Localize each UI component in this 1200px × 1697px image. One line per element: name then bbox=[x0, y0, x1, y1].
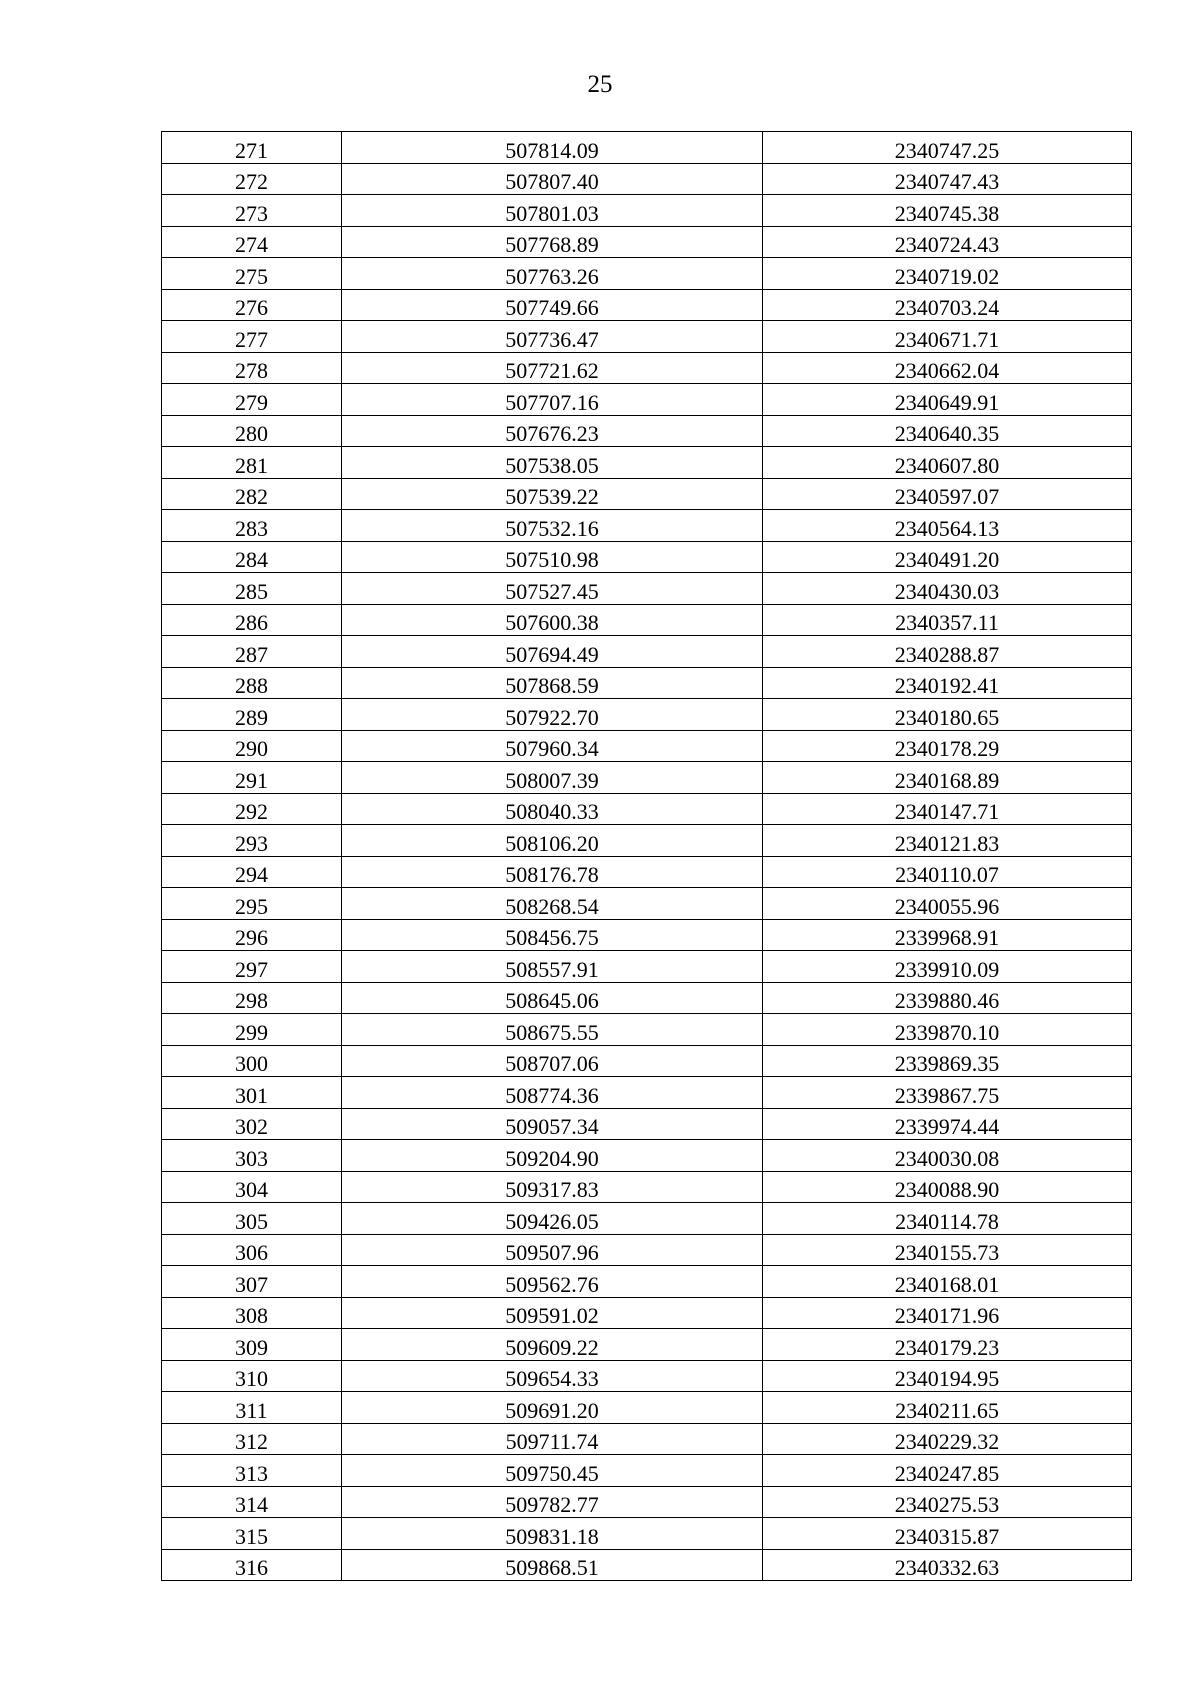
page-number: 25 bbox=[587, 71, 613, 98]
y-coordinate-cell: 2340179.23 bbox=[763, 1329, 1132, 1361]
table-row bbox=[162, 1140, 1132, 1172]
y-coordinate-cell: 2340275.53 bbox=[763, 1486, 1132, 1518]
table-row bbox=[162, 1203, 1132, 1235]
table-row bbox=[162, 856, 1132, 888]
y-coordinate-cell: 2340114.78 bbox=[763, 1203, 1132, 1235]
point-number-cell: 300 bbox=[162, 1045, 342, 1077]
table-row bbox=[162, 730, 1132, 762]
table-row bbox=[162, 951, 1132, 983]
coordinates-table-body bbox=[162, 132, 1132, 1581]
y-coordinate-cell: 2340110.07 bbox=[763, 856, 1132, 888]
point-number-cell: 288 bbox=[162, 667, 342, 699]
y-coordinate-cell: 2339968.91 bbox=[763, 919, 1132, 951]
point-number-cell: 282 bbox=[162, 478, 342, 510]
x-coordinate-cell: 509831.18 bbox=[342, 1518, 763, 1550]
y-coordinate-cell: 2339880.46 bbox=[763, 982, 1132, 1014]
y-coordinate-cell: 2340168.01 bbox=[763, 1266, 1132, 1298]
point-number-cell: 278 bbox=[162, 352, 342, 384]
y-coordinate-cell: 2339869.35 bbox=[763, 1045, 1132, 1077]
x-coordinate-cell: 509868.51 bbox=[342, 1549, 763, 1581]
x-coordinate-cell: 507763.26 bbox=[342, 258, 763, 290]
x-coordinate-cell: 508007.39 bbox=[342, 762, 763, 794]
table-row bbox=[162, 1234, 1132, 1266]
x-coordinate-cell: 507694.49 bbox=[342, 636, 763, 668]
x-coordinate-cell: 508774.36 bbox=[342, 1077, 763, 1109]
point-number-cell: 302 bbox=[162, 1108, 342, 1140]
x-coordinate-cell: 509317.83 bbox=[342, 1171, 763, 1203]
table-row bbox=[162, 1486, 1132, 1518]
x-coordinate-cell: 508176.78 bbox=[342, 856, 763, 888]
table-row bbox=[162, 1518, 1132, 1550]
point-number-cell: 308 bbox=[162, 1297, 342, 1329]
table-row bbox=[162, 541, 1132, 573]
x-coordinate-cell: 509691.20 bbox=[342, 1392, 763, 1424]
table-row bbox=[162, 1171, 1132, 1203]
table-row bbox=[162, 1077, 1132, 1109]
table-row bbox=[162, 604, 1132, 636]
table-row bbox=[162, 352, 1132, 384]
x-coordinate-cell: 508456.75 bbox=[342, 919, 763, 951]
table-row bbox=[162, 793, 1132, 825]
point-number-cell: 273 bbox=[162, 195, 342, 227]
point-number-cell: 304 bbox=[162, 1171, 342, 1203]
y-coordinate-cell: 2340168.89 bbox=[763, 762, 1132, 794]
x-coordinate-cell: 508557.91 bbox=[342, 951, 763, 983]
x-coordinate-cell: 507749.66 bbox=[342, 289, 763, 321]
y-coordinate-cell: 2340315.87 bbox=[763, 1518, 1132, 1550]
y-coordinate-cell: 2340640.35 bbox=[763, 415, 1132, 447]
y-coordinate-cell: 2340357.11 bbox=[763, 604, 1132, 636]
point-number-cell: 281 bbox=[162, 447, 342, 479]
table-row bbox=[162, 321, 1132, 353]
table-row bbox=[162, 1360, 1132, 1392]
point-number-cell: 294 bbox=[162, 856, 342, 888]
point-number-cell: 311 bbox=[162, 1392, 342, 1424]
x-coordinate-cell: 509057.34 bbox=[342, 1108, 763, 1140]
point-number-cell: 295 bbox=[162, 888, 342, 920]
table-row bbox=[162, 762, 1132, 794]
point-number-cell: 312 bbox=[162, 1423, 342, 1455]
table-row bbox=[162, 573, 1132, 605]
table-row bbox=[162, 510, 1132, 542]
x-coordinate-cell: 507736.47 bbox=[342, 321, 763, 353]
table-row bbox=[162, 919, 1132, 951]
point-number-cell: 280 bbox=[162, 415, 342, 447]
point-number-cell: 314 bbox=[162, 1486, 342, 1518]
y-coordinate-cell: 2340155.73 bbox=[763, 1234, 1132, 1266]
y-coordinate-cell: 2340180.65 bbox=[763, 699, 1132, 731]
point-number-cell: 271 bbox=[162, 132, 342, 164]
x-coordinate-cell: 507814.09 bbox=[342, 132, 763, 164]
y-coordinate-cell: 2340491.20 bbox=[763, 541, 1132, 573]
x-coordinate-cell: 507527.45 bbox=[342, 573, 763, 605]
y-coordinate-cell: 2340564.13 bbox=[763, 510, 1132, 542]
x-coordinate-cell: 507801.03 bbox=[342, 195, 763, 227]
table-row bbox=[162, 1549, 1132, 1581]
point-number-cell: 277 bbox=[162, 321, 342, 353]
point-number-cell: 313 bbox=[162, 1455, 342, 1487]
y-coordinate-cell: 2340055.96 bbox=[763, 888, 1132, 920]
x-coordinate-cell: 507922.70 bbox=[342, 699, 763, 731]
y-coordinate-cell: 2340229.32 bbox=[763, 1423, 1132, 1455]
y-coordinate-cell: 2340247.85 bbox=[763, 1455, 1132, 1487]
point-number-cell: 309 bbox=[162, 1329, 342, 1361]
point-number-cell: 316 bbox=[162, 1549, 342, 1581]
table-row bbox=[162, 195, 1132, 227]
x-coordinate-cell: 508268.54 bbox=[342, 888, 763, 920]
table-row bbox=[162, 447, 1132, 479]
table-row bbox=[162, 1455, 1132, 1487]
x-coordinate-cell: 508040.33 bbox=[342, 793, 763, 825]
x-coordinate-cell: 507532.16 bbox=[342, 510, 763, 542]
table-row bbox=[162, 1045, 1132, 1077]
y-coordinate-cell: 2340671.71 bbox=[763, 321, 1132, 353]
x-coordinate-cell: 507600.38 bbox=[342, 604, 763, 636]
table-row bbox=[162, 667, 1132, 699]
table-row bbox=[162, 258, 1132, 290]
x-coordinate-cell: 507510.98 bbox=[342, 541, 763, 573]
table-row bbox=[162, 1297, 1132, 1329]
y-coordinate-cell: 2340703.24 bbox=[763, 289, 1132, 321]
y-coordinate-cell: 2339910.09 bbox=[763, 951, 1132, 983]
table-row bbox=[162, 478, 1132, 510]
point-number-cell: 303 bbox=[162, 1140, 342, 1172]
table-row bbox=[162, 1108, 1132, 1140]
x-coordinate-cell: 509507.96 bbox=[342, 1234, 763, 1266]
y-coordinate-cell: 2340171.96 bbox=[763, 1297, 1132, 1329]
point-number-cell: 275 bbox=[162, 258, 342, 290]
point-number-cell: 307 bbox=[162, 1266, 342, 1298]
y-coordinate-cell: 2339974.44 bbox=[763, 1108, 1132, 1140]
point-number-cell: 301 bbox=[162, 1077, 342, 1109]
x-coordinate-cell: 508106.20 bbox=[342, 825, 763, 857]
y-coordinate-cell: 2340192.41 bbox=[763, 667, 1132, 699]
point-number-cell: 291 bbox=[162, 762, 342, 794]
x-coordinate-cell: 507960.34 bbox=[342, 730, 763, 762]
point-number-cell: 272 bbox=[162, 163, 342, 195]
x-coordinate-cell: 507538.05 bbox=[342, 447, 763, 479]
table-row bbox=[162, 289, 1132, 321]
x-coordinate-cell: 509562.76 bbox=[342, 1266, 763, 1298]
x-coordinate-cell: 509591.02 bbox=[342, 1297, 763, 1329]
table-row bbox=[162, 415, 1132, 447]
point-number-cell: 274 bbox=[162, 226, 342, 258]
point-number-cell: 279 bbox=[162, 384, 342, 416]
table-row bbox=[162, 1423, 1132, 1455]
y-coordinate-cell: 2340288.87 bbox=[763, 636, 1132, 668]
y-coordinate-cell: 2340430.03 bbox=[763, 573, 1132, 605]
point-number-cell: 315 bbox=[162, 1518, 342, 1550]
y-coordinate-cell: 2339870.10 bbox=[763, 1014, 1132, 1046]
table-row bbox=[162, 132, 1132, 164]
table-row bbox=[162, 1266, 1132, 1298]
y-coordinate-cell: 2340332.63 bbox=[763, 1549, 1132, 1581]
table-row bbox=[162, 636, 1132, 668]
y-coordinate-cell: 2340211.65 bbox=[763, 1392, 1132, 1424]
y-coordinate-cell: 2339867.75 bbox=[763, 1077, 1132, 1109]
y-coordinate-cell: 2340747.25 bbox=[763, 132, 1132, 164]
y-coordinate-cell: 2340607.80 bbox=[763, 447, 1132, 479]
point-number-cell: 297 bbox=[162, 951, 342, 983]
point-number-cell: 299 bbox=[162, 1014, 342, 1046]
x-coordinate-cell: 508675.55 bbox=[342, 1014, 763, 1046]
y-coordinate-cell: 2340649.91 bbox=[763, 384, 1132, 416]
point-number-cell: 305 bbox=[162, 1203, 342, 1235]
x-coordinate-cell: 507807.40 bbox=[342, 163, 763, 195]
point-number-cell: 293 bbox=[162, 825, 342, 857]
x-coordinate-cell: 508707.06 bbox=[342, 1045, 763, 1077]
table-row bbox=[162, 982, 1132, 1014]
point-number-cell: 284 bbox=[162, 541, 342, 573]
y-coordinate-cell: 2340030.08 bbox=[763, 1140, 1132, 1172]
x-coordinate-cell: 507676.23 bbox=[342, 415, 763, 447]
x-coordinate-cell: 507539.22 bbox=[342, 478, 763, 510]
y-coordinate-cell: 2340662.04 bbox=[763, 352, 1132, 384]
y-coordinate-cell: 2340719.02 bbox=[763, 258, 1132, 290]
point-number-cell: 306 bbox=[162, 1234, 342, 1266]
point-number-cell: 290 bbox=[162, 730, 342, 762]
table-row bbox=[162, 699, 1132, 731]
point-number-cell: 286 bbox=[162, 604, 342, 636]
point-number-cell: 310 bbox=[162, 1360, 342, 1392]
point-number-cell: 296 bbox=[162, 919, 342, 951]
y-coordinate-cell: 2340178.29 bbox=[763, 730, 1132, 762]
coordinates-table bbox=[161, 131, 1132, 1581]
point-number-cell: 285 bbox=[162, 573, 342, 605]
y-coordinate-cell: 2340747.43 bbox=[763, 163, 1132, 195]
point-number-cell: 283 bbox=[162, 510, 342, 542]
x-coordinate-cell: 507707.16 bbox=[342, 384, 763, 416]
x-coordinate-cell: 509204.90 bbox=[342, 1140, 763, 1172]
y-coordinate-cell: 2340745.38 bbox=[763, 195, 1132, 227]
x-coordinate-cell: 509711.74 bbox=[342, 1423, 763, 1455]
x-coordinate-cell: 507768.89 bbox=[342, 226, 763, 258]
point-number-cell: 292 bbox=[162, 793, 342, 825]
x-coordinate-cell: 509654.33 bbox=[342, 1360, 763, 1392]
point-number-cell: 298 bbox=[162, 982, 342, 1014]
table-row bbox=[162, 163, 1132, 195]
table-row bbox=[162, 888, 1132, 920]
table-row bbox=[162, 1392, 1132, 1424]
table-row bbox=[162, 1329, 1132, 1361]
x-coordinate-cell: 507721.62 bbox=[342, 352, 763, 384]
point-number-cell: 276 bbox=[162, 289, 342, 321]
table-row bbox=[162, 226, 1132, 258]
x-coordinate-cell: 508645.06 bbox=[342, 982, 763, 1014]
y-coordinate-cell: 2340121.83 bbox=[763, 825, 1132, 857]
point-number-cell: 287 bbox=[162, 636, 342, 668]
table-row bbox=[162, 1014, 1132, 1046]
x-coordinate-cell: 507868.59 bbox=[342, 667, 763, 699]
x-coordinate-cell: 509782.77 bbox=[342, 1486, 763, 1518]
x-coordinate-cell: 509609.22 bbox=[342, 1329, 763, 1361]
y-coordinate-cell: 2340194.95 bbox=[763, 1360, 1132, 1392]
x-coordinate-cell: 509750.45 bbox=[342, 1455, 763, 1487]
table-row bbox=[162, 825, 1132, 857]
x-coordinate-cell: 509426.05 bbox=[342, 1203, 763, 1235]
table-row bbox=[162, 384, 1132, 416]
y-coordinate-cell: 2340147.71 bbox=[763, 793, 1132, 825]
y-coordinate-cell: 2340724.43 bbox=[763, 226, 1132, 258]
y-coordinate-cell: 2340088.90 bbox=[763, 1171, 1132, 1203]
y-coordinate-cell: 2340597.07 bbox=[763, 478, 1132, 510]
point-number-cell: 289 bbox=[162, 699, 342, 731]
